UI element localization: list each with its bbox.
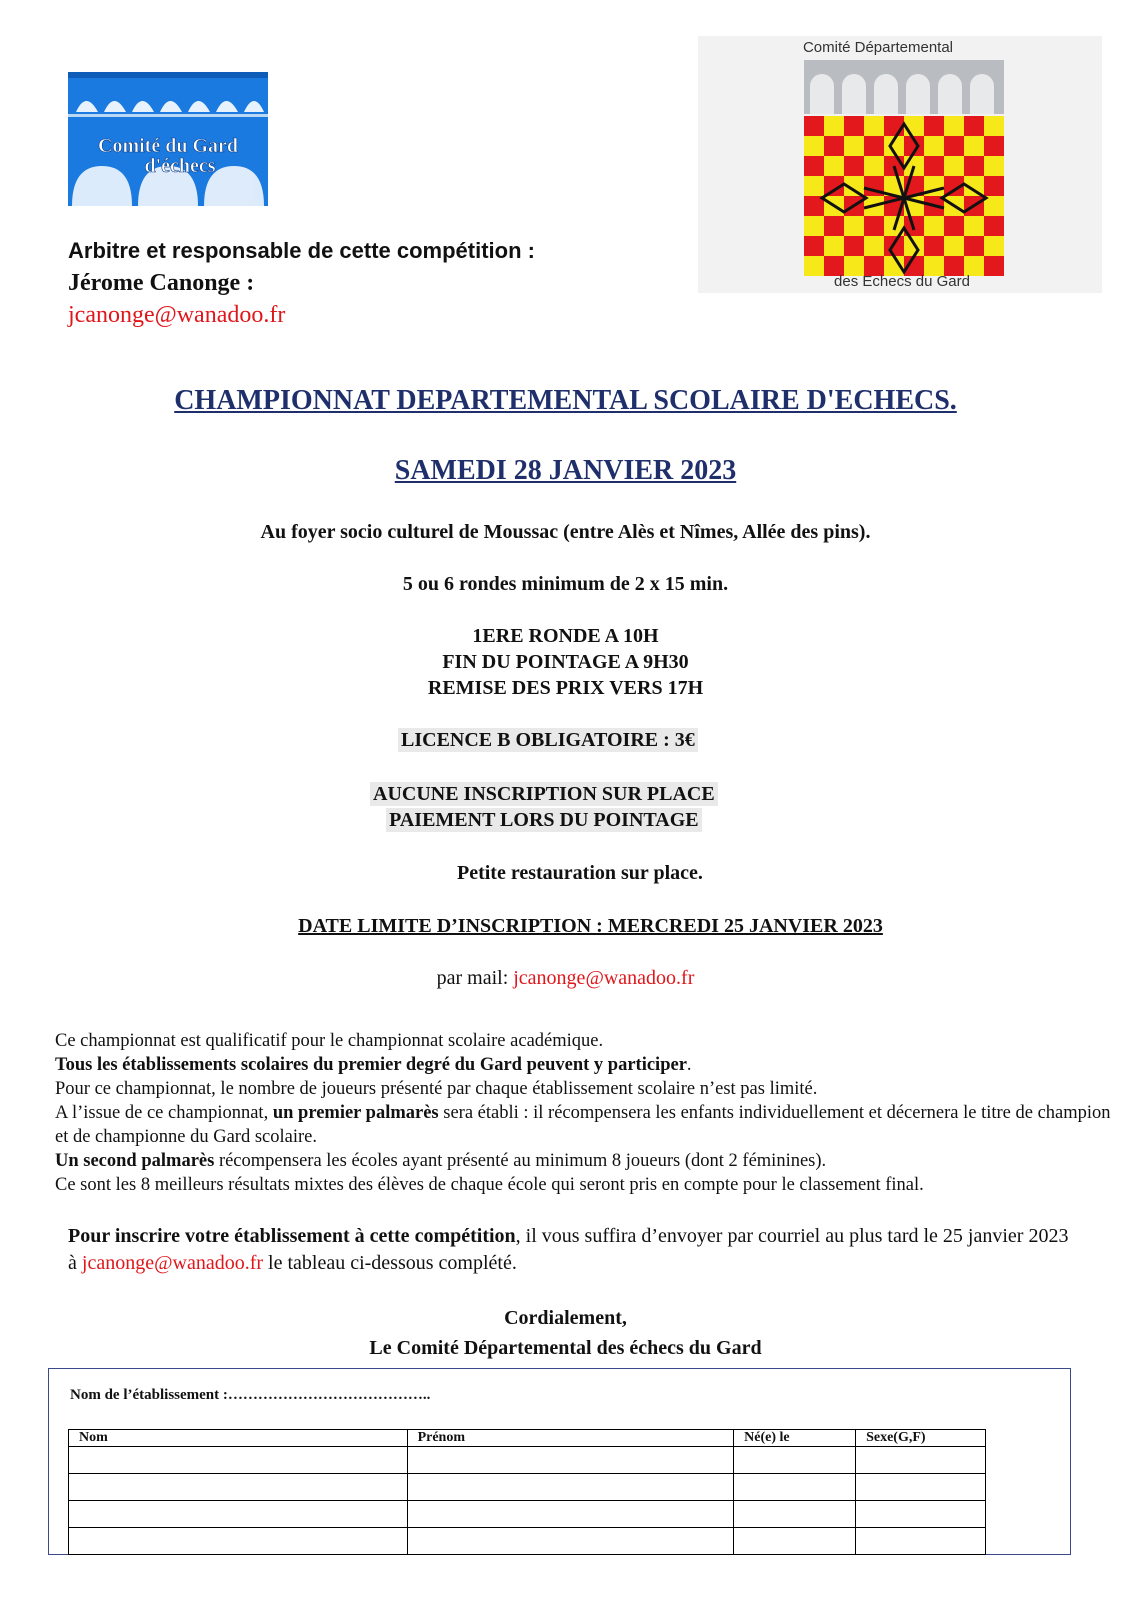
- paragraph: Ce sont les 8 meilleurs résultats mixtes des élèves de chaque école qui seront pris en compte pour le classement final.: [55, 1175, 924, 1195]
- column-header-sexe: Sexe(G,F): [856, 1430, 986, 1447]
- paragraph-end: sera établi : il récompensera les enfants individuellement et décernera le titre de champion et de championne du Gard scolaire.: [55, 1103, 1111, 1147]
- paragraph-end: récompensera les écoles ayant présenté au minimum 8 joueurs (dont 2 féminines).: [214, 1151, 827, 1171]
- table-cell[interactable]: [856, 1528, 986, 1555]
- event-date-text: SAMEDI 28 JANVIER 2023: [394, 455, 737, 486]
- checker-square: [944, 216, 964, 236]
- table-cell[interactable]: [856, 1447, 986, 1474]
- paragraph: Ce championnat est qualificatif pour le championnat scolaire académique.: [55, 1031, 604, 1051]
- no-onsite-registration: AUCUNE INSCRIPTION SUR PLACE: [370, 782, 718, 806]
- column-header-nom: Nom: [69, 1430, 408, 1447]
- paragraph: [55, 1149, 1115, 1173]
- catering-notice: Petite restauration sur place.: [457, 862, 703, 884]
- checker-square: [984, 116, 1004, 136]
- checker-square: [844, 156, 864, 176]
- instructions-end: le tableau ci-dessous complété.: [263, 1252, 517, 1274]
- checker-square: [804, 256, 824, 276]
- par-mail-email-link[interactable]: jcanonge@wanadoo.fr: [513, 967, 695, 989]
- closing: [0, 1303, 1131, 1363]
- table-row[interactable]: [69, 1447, 986, 1474]
- checker-square: [964, 116, 984, 136]
- table-cell[interactable]: [734, 1528, 856, 1555]
- par-mail-line: [0, 967, 1131, 990]
- registration-notice: [370, 781, 718, 833]
- checker-square: [864, 216, 884, 236]
- table-cell[interactable]: [69, 1447, 408, 1474]
- table-row[interactable]: [69, 1474, 986, 1501]
- checker-square: [924, 116, 944, 136]
- table-cell[interactable]: [69, 1474, 408, 1501]
- checker-square: [984, 236, 1004, 256]
- logo-right-top-text: Comité Départemental: [802, 39, 954, 56]
- event-schedule: [0, 623, 1131, 701]
- table-row[interactable]: [69, 1528, 986, 1555]
- logo-left-text-1: Comité du Gard: [98, 135, 238, 157]
- payment-notice: PAIEMENT LORS DU POINTAGE: [386, 808, 701, 832]
- arbitre-label: Arbitre et responsable de cette compétition :: [68, 238, 535, 263]
- checker-square: [804, 156, 824, 176]
- par-mail-label: par mail:: [436, 967, 514, 989]
- checker-square: [804, 176, 824, 196]
- checker-square: [824, 216, 844, 236]
- checker-square: [984, 216, 1004, 236]
- event-location: Au foyer socio culturel de Moussac (entre Alès et Nîmes, Allée des pins).: [260, 521, 871, 543]
- checker-square: [984, 156, 1004, 176]
- schedule-line: FIN DU POINTAGE A 9H30: [442, 651, 689, 673]
- checker-square: [844, 236, 864, 256]
- checker-square: [824, 236, 844, 256]
- table-cell[interactable]: [69, 1501, 408, 1528]
- checker-square: [824, 136, 844, 156]
- table-header-row: [69, 1430, 986, 1447]
- table-row[interactable]: [69, 1501, 986, 1528]
- page-title: [0, 385, 1131, 417]
- checker-square: [824, 156, 844, 176]
- etablissement-field-label[interactable]: Nom de l’établissement :…………………………………..: [70, 1387, 431, 1403]
- checker-square: [924, 136, 944, 156]
- checker-square: [984, 176, 1004, 196]
- rules-paragraphs: [55, 1029, 1115, 1197]
- instructions-email-link[interactable]: jcanonge@wanadoo.fr: [81, 1252, 264, 1274]
- checker-square: [924, 216, 944, 236]
- table-cell[interactable]: [734, 1447, 856, 1474]
- checker-square: [824, 116, 844, 136]
- checker-square: [804, 136, 824, 156]
- table-cell[interactable]: [856, 1474, 986, 1501]
- checker-square: [864, 116, 884, 136]
- checker-square: [984, 136, 1004, 156]
- comite-gard-logo-left: [68, 72, 268, 206]
- arbitre-email-link[interactable]: jcanonge@wanadoo.fr: [68, 302, 286, 328]
- paragraph: [55, 1101, 1115, 1149]
- table-cell[interactable]: [734, 1474, 856, 1501]
- instructions-bold: Pour inscrire votre établissement à cette compétition: [68, 1225, 516, 1247]
- arbitre-name: Jérome Canonge :: [68, 270, 255, 296]
- column-header-ne-le: Né(e) le: [734, 1430, 856, 1447]
- table-cell[interactable]: [407, 1501, 734, 1528]
- checker-square: [964, 236, 984, 256]
- page-title-text: CHAMPIONNAT DEPARTEMENTAL SCOLAIRE D'ECHECS.: [174, 385, 957, 416]
- checker-square: [924, 156, 944, 176]
- table-cell[interactable]: [407, 1474, 734, 1501]
- registration-table: [68, 1429, 986, 1555]
- checker-square: [944, 116, 964, 136]
- logo-left-text-2: d'échecs: [144, 155, 216, 177]
- checker-square: [984, 256, 1004, 276]
- checker-square: [864, 136, 884, 156]
- paragraph-bold: Tous les établissements scolaires du premier degré du Gard peuvent y participer: [55, 1055, 687, 1075]
- checker-square: [964, 156, 984, 176]
- closing-signature: Le Comité Départemental des échecs du Gard: [369, 1337, 762, 1359]
- paragraph-start: A l’issue de ce championnat,: [55, 1103, 273, 1123]
- checker-square: [804, 236, 824, 256]
- table-cell[interactable]: [734, 1501, 856, 1528]
- checker-square: [964, 136, 984, 156]
- paragraph: Pour ce championnat, le nombre de joueurs présenté par chaque établissement scolaire n’est pas limité.: [55, 1079, 818, 1099]
- comite-departemental-logo-right: [698, 36, 1102, 293]
- paragraph-bold: Un second palmarès: [55, 1151, 215, 1171]
- table-cell[interactable]: [856, 1501, 986, 1528]
- checker-square: [944, 156, 964, 176]
- event-date: [0, 455, 1131, 487]
- paragraph-bold: un premier palmarès: [272, 1103, 439, 1123]
- paragraph-end: .: [686, 1055, 692, 1075]
- registration-instructions: [68, 1223, 1078, 1277]
- column-header-prenom: Prénom: [407, 1430, 734, 1447]
- paragraph: [55, 1053, 1115, 1077]
- registration-deadline: DATE LIMITE D’INSCRIPTION : MERCREDI 25 JANVIER 2023: [298, 915, 883, 937]
- checker-square: [944, 136, 964, 156]
- logo-right-bottom-text: des Echecs du Gard: [834, 273, 970, 290]
- checker-square: [964, 216, 984, 236]
- checker-square: [844, 136, 864, 156]
- checker-square: [864, 236, 884, 256]
- checker-square: [844, 116, 864, 136]
- licence-notice: [398, 729, 698, 752]
- closing-greeting: Cordialement,: [504, 1307, 627, 1329]
- schedule-line: REMISE DES PRIX VERS 17H: [427, 677, 704, 699]
- table-cell[interactable]: [407, 1528, 734, 1555]
- checker-square: [844, 216, 864, 236]
- checker-square: [864, 156, 884, 176]
- licence-text: LICENCE B OBLIGATOIRE : 3€: [398, 728, 698, 752]
- schedule-line: 1ERE RONDE A 10H: [472, 625, 659, 647]
- table-cell[interactable]: [69, 1528, 408, 1555]
- checker-square: [804, 116, 824, 136]
- table-cell[interactable]: [407, 1447, 734, 1474]
- checker-square: [944, 236, 964, 256]
- checker-square: [804, 216, 824, 236]
- checker-square: [924, 236, 944, 256]
- instructions-mid: , il vous suffira d’envoyer par courriel au plus tard le 25 janvier 2023 à: [68, 1225, 1069, 1274]
- event-rounds: 5 ou 6 rondes minimum de 2 x 15 min.: [402, 573, 729, 595]
